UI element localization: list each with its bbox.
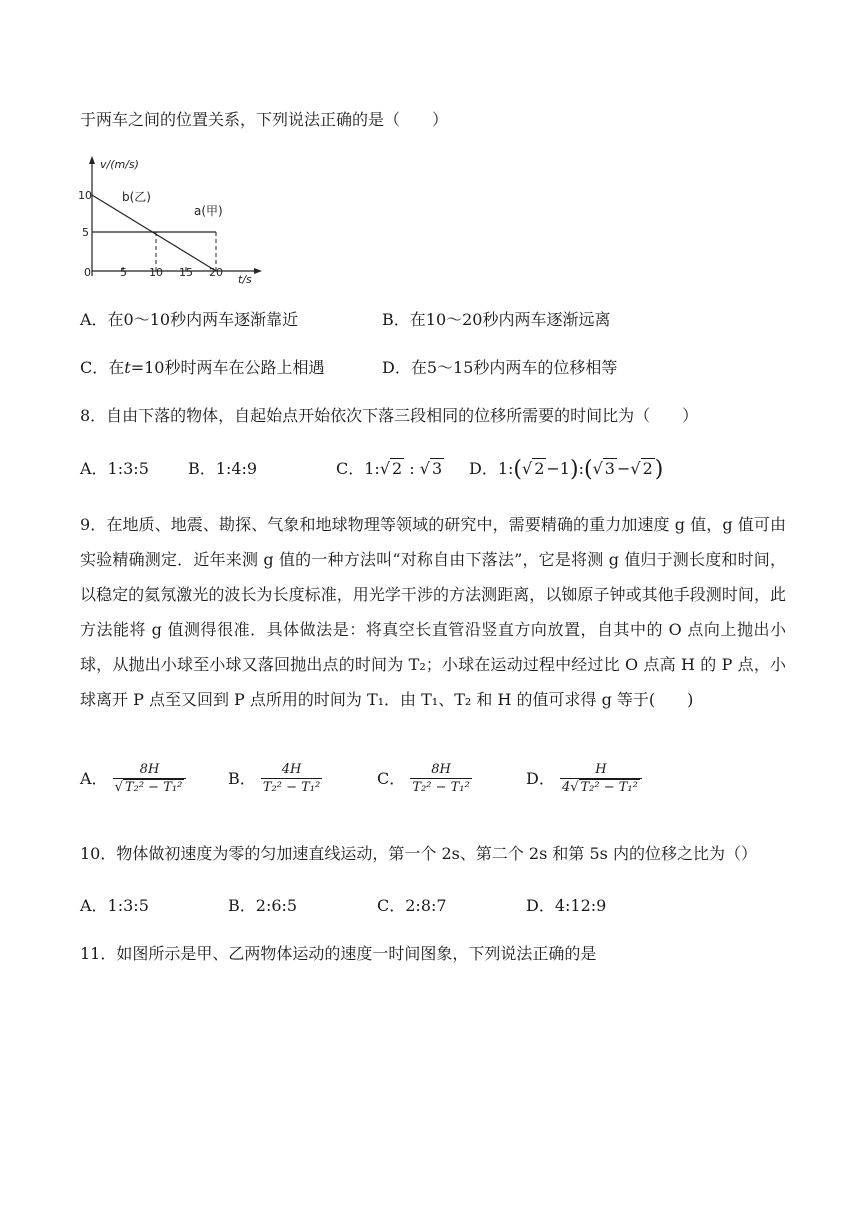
x-axis-label: t/s — [238, 273, 252, 286]
q7-stem-tail: 于两车之间的位置关系，下列说法正确的是（ ） — [80, 110, 449, 129]
y-tick-10: 10 — [78, 189, 92, 202]
q9-option-c-label: C． — [377, 769, 406, 788]
q8-option-c-label: C．1: — [336, 459, 380, 478]
q8-option-c: C．1:√ 2 : √ 3 — [336, 459, 443, 478]
q7-option-c-post: =10秒时两车在公路上相遇 — [130, 358, 325, 377]
q8-option-d: D．1:(√ 2 −1):(√ 3 −√ 2) — [469, 457, 664, 482]
q10-option-d: D．4:12:9 — [526, 896, 607, 915]
q10-stem: 10．物体做初速度为零的匀加速直线运动，第一个 2s、第二个 2s 和第 5s 内的位移之比为（） — [80, 844, 757, 863]
q10-option-c: C．2:8:7 — [377, 896, 447, 915]
x-axis-arrow — [254, 268, 262, 274]
q9-option-d: D． $\frac{H}{\text{4√ T₂² − T₁²}}$ — [526, 762, 642, 796]
q7-vt-graph — [76, 152, 276, 288]
y-axis-label: v/(m/s) — [100, 158, 139, 171]
q7-option-c-pre: C．在 — [80, 358, 125, 377]
line-a-label: a(甲) — [194, 204, 223, 218]
q7-option-a: A．在0～10秒内两车逐渐靠近 — [80, 310, 299, 329]
q10-option-b: B．2:6:5 — [228, 896, 298, 915]
x-tick-0: 0 — [84, 266, 91, 279]
q7-option-d: D．在5～15秒内两车的位移相等 — [382, 358, 618, 377]
y-axis-arrow — [89, 156, 95, 164]
q9-option-d-label: D． — [526, 769, 555, 788]
q9-option-b-label: B． — [228, 769, 256, 788]
q7-option-b: B．在10～20秒内两车逐渐远离 — [382, 310, 611, 329]
q9-option-a: A． $\frac{8H}{\text{√ T₂² − T₁²}}$ — [80, 762, 186, 796]
q9-option-c: C． $\frac{8H}{\text{T₂² − T₁²}}$ — [377, 762, 470, 795]
q10-option-a: A．1:3:5 — [80, 896, 149, 915]
q8-option-a: A．1:3:5 — [80, 459, 149, 478]
q9-option-a-label: A． — [80, 769, 108, 788]
q9-stem: 9．在地质、地震、勘探、气象和地球物理等领域的研究中，需要精确的重力加速度 g 值，g 值可由实验精确测定．近年来测 g 值的一种方法叫“对称自由下落法”，它是将测 g 值归于测长度和时间，以稳定的氦氖激光的波长为长度标准，用光学干涉的方法测距离，以铷原子钟或其他手段测时间，此方法能将 g 值测得很准．具体做法是：将真空长直管沿竖直方向放置，自其中的 O 点向上抛出小球，从抛出小球至小球又落回抛出点的时间为 T₂；小球在运动过程中经过比 O 点高 H 的 P 点，小球离开 P 点至又回到 P 点所用的时间为 T₁．由 T₁、T₂ 和 H 的值可求得 g 等于( ) — [80, 515, 786, 709]
q7-option-c-var: t — [124, 358, 131, 377]
q9-d-num: H — [595, 762, 607, 777]
line-b-label: b(乙) — [122, 190, 151, 204]
x-tick-20: 20 — [209, 266, 223, 279]
q9-option-b: B． $\frac{4H}{\text{T₂² − T₁²}}$ — [228, 762, 321, 795]
x-tick-10: 10 — [149, 266, 163, 279]
q11-stem: 11．如图所示是甲、乙两物体运动的速度一时间图象，下列说法正确的是 — [80, 944, 597, 963]
y-tick-5: 5 — [82, 226, 89, 239]
q8-stem: 8．自由下落的物体，自起始点开始依次下落三段相同的位移所需要的时间比为（ ） — [80, 406, 699, 425]
x-tick-5: 5 — [120, 266, 127, 279]
q9-b-num: 4H — [281, 762, 302, 777]
q8-option-d-label: D．1: — [469, 459, 514, 478]
q9-a-num: 8H — [139, 762, 160, 777]
x-tick-15: 15 — [179, 266, 193, 279]
q8-option-b: B．1:4:9 — [188, 459, 258, 478]
q9-c-num: 8H — [431, 762, 451, 777]
q7-option-c — [80, 356, 324, 380]
